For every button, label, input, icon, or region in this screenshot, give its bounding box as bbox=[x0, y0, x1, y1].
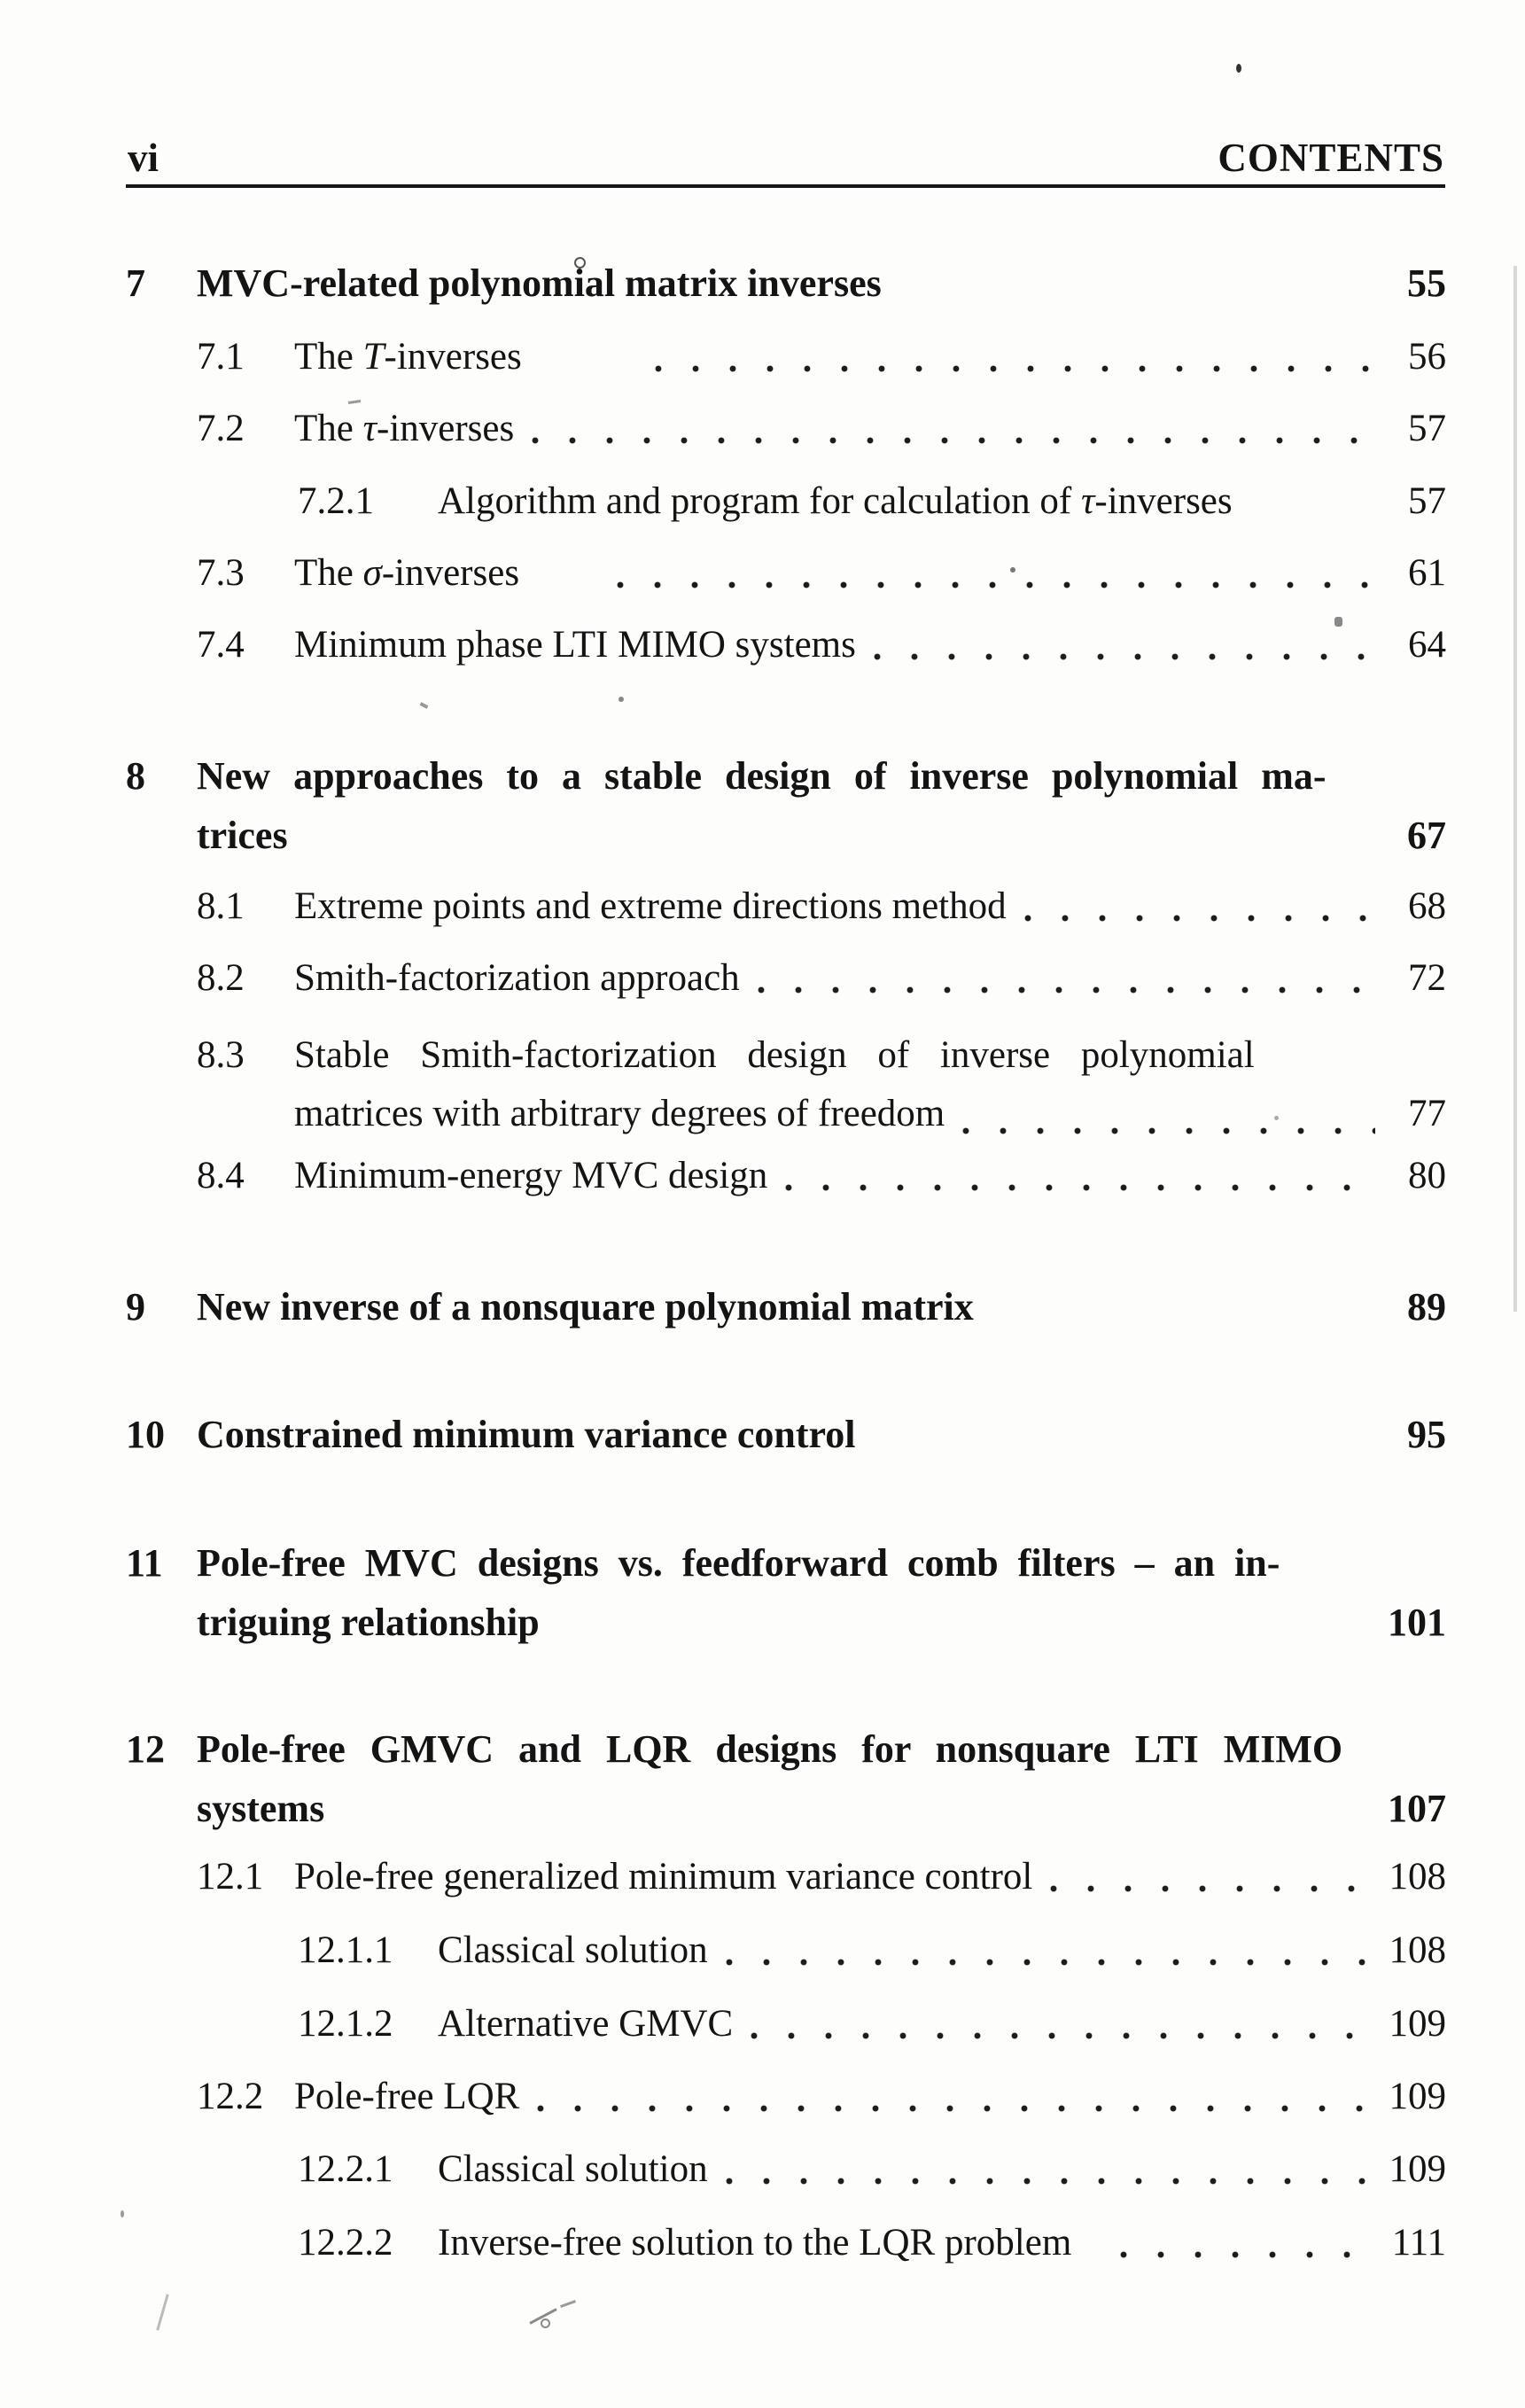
page-number: 108 bbox=[1389, 1856, 1446, 1898]
page-number: 56 bbox=[1408, 336, 1446, 378]
page-number: 109 bbox=[1389, 2003, 1446, 2045]
page-number: 61 bbox=[1408, 552, 1446, 594]
dot-leader bbox=[874, 1411, 1376, 1459]
page-number: 72 bbox=[1408, 957, 1446, 999]
toc-entry-8-3 bbox=[197, 1026, 1446, 1143]
entry-title: Smith-factorization approach bbox=[294, 957, 740, 999]
pencil-mark bbox=[560, 2300, 576, 2308]
page-number: 95 bbox=[1407, 1413, 1446, 1456]
entry-number: 12.2 bbox=[197, 2076, 264, 2117]
dot-leader bbox=[726, 2146, 1375, 2194]
toc-entry-8-1 bbox=[197, 883, 1446, 931]
toc-entry-ch12 bbox=[126, 1719, 1446, 1838]
entry-title: Inverse-free solution to the LQR problem bbox=[438, 2222, 1072, 2264]
toc-entry-ch8 bbox=[126, 746, 1446, 865]
scan-speck bbox=[1010, 567, 1015, 573]
entry-title: Pole-free generalized minimum variance control bbox=[294, 1856, 1033, 1898]
dot-leader bbox=[992, 1283, 1375, 1331]
page-number: 68 bbox=[1408, 885, 1446, 927]
entry-title: The σ-inverses bbox=[294, 552, 520, 594]
dot-leader bbox=[557, 1593, 1375, 1652]
dot-leader bbox=[1050, 1853, 1375, 1901]
scan-speck bbox=[574, 257, 586, 269]
entry-number: 11 bbox=[126, 1541, 163, 1585]
entry-title-line1: Pole-free GMVC and LQR designs for nonsquare LTI MIMO bbox=[197, 1727, 1343, 1771]
entry-number: 12.2.2 bbox=[298, 2222, 393, 2264]
toc-entry-7-1 bbox=[197, 333, 1446, 381]
dot-leader bbox=[306, 806, 1375, 865]
entry-title-line1: Pole-free MVC designs vs. feedforward comb filters – an in- bbox=[197, 1541, 1280, 1585]
entry-title-line1: Stable Smith-factorization design of inverse polynomial bbox=[294, 1034, 1255, 1076]
entry-title: Classical solution bbox=[438, 1929, 708, 1971]
dot-leader bbox=[874, 621, 1375, 669]
entry-title: Extreme points and extreme directions method bbox=[294, 885, 1007, 927]
page-number: 55 bbox=[1407, 261, 1446, 305]
entry-number: 12.1.1 bbox=[298, 1929, 393, 1971]
page-number: 64 bbox=[1408, 624, 1446, 666]
scan-speck bbox=[1334, 617, 1342, 627]
entry-number: 7.3 bbox=[197, 552, 245, 594]
dot-leader bbox=[617, 549, 1375, 597]
dot-leader bbox=[655, 333, 1375, 381]
page-number: 67 bbox=[1407, 814, 1446, 857]
entry-number: 7.1 bbox=[197, 336, 245, 378]
entry-title-line2: systems bbox=[197, 1787, 325, 1830]
page-number: 77 bbox=[1408, 1093, 1446, 1134]
dot-leader bbox=[785, 1152, 1375, 1200]
dot-leader bbox=[1024, 883, 1375, 931]
toc-entry-12-1-1 bbox=[298, 1927, 1446, 1975]
dot-leader bbox=[537, 2073, 1375, 2121]
pencil-mark bbox=[156, 2294, 168, 2330]
toc-entry-12-2-2 bbox=[298, 2219, 1446, 2267]
entry-title: New inverse of a nonsquare polynomial matrix bbox=[197, 1285, 974, 1329]
toc-entry-12-2 bbox=[197, 2073, 1446, 2121]
entry-title-line2: trices bbox=[197, 814, 288, 857]
page-number: 80 bbox=[1408, 1155, 1446, 1196]
toc-entry-7-2 bbox=[197, 405, 1446, 453]
entry-number: 8.3 bbox=[197, 1034, 245, 1076]
entry-title: Constrained minimum variance control bbox=[197, 1413, 856, 1456]
toc-entry-ch9 bbox=[126, 1283, 1446, 1331]
entry-title: Algorithm and program for calculation of τ-inverses bbox=[438, 480, 1233, 522]
entry-title: Minimum phase LTI MIMO systems bbox=[294, 624, 856, 666]
toc-entry-8-4 bbox=[197, 1152, 1446, 1200]
scan-speck bbox=[420, 702, 429, 709]
toc-entry-8-2 bbox=[197, 955, 1446, 1002]
scan-speck bbox=[1236, 64, 1241, 73]
scan-speck bbox=[121, 2210, 124, 2217]
entry-title: Minimum-energy MVC design bbox=[294, 1155, 768, 1196]
dot-leader bbox=[342, 1779, 1375, 1838]
entry-title: Classical solution bbox=[438, 2148, 708, 2190]
entry-number: 12 bbox=[126, 1727, 165, 1771]
page-number: 111 bbox=[1391, 2222, 1446, 2264]
toc-entry-12-2-1 bbox=[298, 2146, 1446, 2194]
entry-title: The τ-inverses bbox=[294, 408, 515, 449]
entry-number: 8.2 bbox=[197, 957, 245, 999]
page-number: 108 bbox=[1389, 1929, 1446, 1971]
toc-entry-12-1-2 bbox=[298, 2000, 1446, 2048]
toc-entry-12-1 bbox=[197, 1853, 1446, 1901]
dot-leader bbox=[758, 955, 1375, 1002]
entry-title: The T-inverses bbox=[294, 336, 522, 378]
dot-leader bbox=[899, 260, 1375, 308]
page-number: 109 bbox=[1389, 2148, 1446, 2190]
toc-entry-7-3 bbox=[197, 549, 1446, 597]
page-number: 101 bbox=[1388, 1601, 1446, 1644]
entry-number: 12.2.1 bbox=[298, 2148, 393, 2190]
entry-number: 9 bbox=[126, 1285, 145, 1329]
entry-number: 8 bbox=[126, 754, 145, 798]
entry-number: 10 bbox=[126, 1413, 165, 1456]
entry-number: 7 bbox=[126, 261, 145, 305]
toc-entry-7-2-1 bbox=[298, 478, 1446, 526]
scan-edge-shadow bbox=[1513, 266, 1517, 1312]
entry-number: 8.4 bbox=[197, 1155, 245, 1196]
header-rule bbox=[126, 184, 1445, 188]
entry-number: 12.1.2 bbox=[298, 2003, 393, 2045]
page-number: 89 bbox=[1407, 1285, 1446, 1329]
page-number: 107 bbox=[1388, 1787, 1446, 1830]
entry-title: Alternative GMVC bbox=[438, 2003, 734, 2045]
dot-leader bbox=[726, 1927, 1375, 1975]
dot-leader bbox=[751, 2000, 1375, 2048]
dot-leader bbox=[1120, 2219, 1358, 2267]
toc-entry-ch11 bbox=[126, 1533, 1446, 1652]
page-number: 109 bbox=[1389, 2076, 1446, 2117]
page-folio: vi bbox=[128, 136, 160, 180]
dot-leader bbox=[1250, 478, 1375, 526]
toc-entry-7-4 bbox=[197, 621, 1446, 669]
toc-entry-ch10 bbox=[126, 1411, 1446, 1459]
scan-speck bbox=[1274, 1116, 1279, 1120]
entry-number: 7.2 bbox=[197, 408, 245, 449]
entry-number: 7.2.1 bbox=[298, 480, 374, 522]
pencil-mark bbox=[541, 2318, 550, 2328]
dot-leader bbox=[962, 1085, 1375, 1143]
page-number: 57 bbox=[1408, 408, 1446, 449]
toc-entry-ch7 bbox=[126, 260, 1446, 308]
entry-number: 8.1 bbox=[197, 885, 245, 927]
dot-leader bbox=[532, 405, 1375, 453]
entry-title-line1: New approaches to a stable design of inverse polynomial ma- bbox=[197, 754, 1327, 798]
entry-title-line2: triguing relationship bbox=[197, 1601, 540, 1644]
entry-title-line2: matrices with arbitrary degrees of freedom bbox=[294, 1093, 945, 1134]
running-header: CONTENTS bbox=[1218, 136, 1444, 180]
entry-title: Pole-free LQR bbox=[294, 2076, 520, 2117]
entry-number: 12.1 bbox=[197, 1856, 264, 1898]
scan-speck bbox=[348, 400, 361, 404]
scan-speck bbox=[619, 697, 624, 702]
entry-number: 7.4 bbox=[197, 624, 245, 666]
entry-title: MVC-related polynomial matrix inverses bbox=[197, 261, 882, 305]
page-number: 57 bbox=[1408, 480, 1446, 522]
